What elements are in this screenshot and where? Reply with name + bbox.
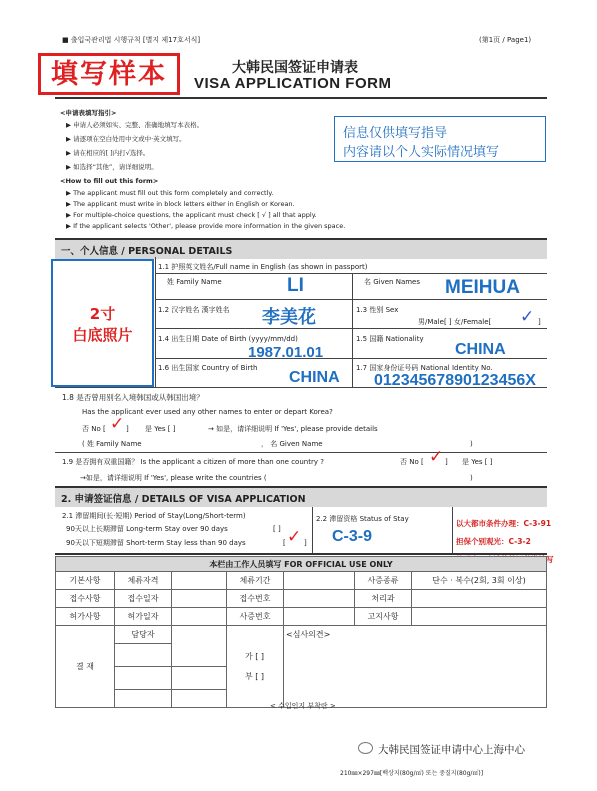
field-1-6-label: 1.6 出生国家 Country of Birth — [158, 364, 258, 372]
q18-details-prompt: → 如是，请详细说明 If 'Yes', please provide details — [208, 425, 378, 433]
field-1-7-label: 1.7 国家身份证号码 National Identity No. — [356, 364, 493, 372]
officer-label: 담당자 — [115, 626, 172, 644]
official-cell — [172, 644, 227, 667]
short-term-check-icon: ✓ — [287, 527, 302, 547]
official-cell — [115, 644, 172, 667]
q18-family-label: ( 姓 Family Name — [82, 440, 142, 448]
note-line: 内容请以个人实际情况填写 — [343, 145, 500, 160]
guide-en-title: <How to fill out this form> — [60, 177, 159, 185]
q18-given-label: ， 名 Given Name — [261, 440, 323, 448]
photo-placeholder — [51, 259, 154, 387]
guide-cn-item: ▶ 请逐项在空白处用中文或中·英文填写。 — [66, 135, 186, 143]
official-cell: 고지사항 — [355, 608, 412, 626]
official-cell: 접수번호 — [227, 590, 284, 608]
birth-date-value: 1987.01.01 — [248, 344, 324, 361]
official-cell: 체류자격 — [115, 572, 172, 590]
short-term-option: 90天以下短期滞留 Short-term Stay less than 90 days — [66, 539, 246, 547]
official-cell — [412, 590, 547, 608]
status-note: 以大都市条件办理：C-3-91 — [456, 519, 552, 528]
long-term-option: 90天以上长期滞留 Long-term Stay over 90 days — [66, 525, 228, 533]
grid-line — [155, 273, 547, 274]
guide-en-item: ▶ For multiple-choice questions, the applicant must check [ √ ] all that apply. — [66, 211, 317, 219]
question-1-9: 1.9 是否拥有双重国籍？ Is the applicant a citizen of more than one country ? — [62, 458, 324, 466]
field-1-2-label: 1.2 汉字姓名 漢字姓名 — [158, 306, 230, 314]
wechat-icon — [358, 742, 373, 754]
decision-label: 결 재 — [56, 626, 115, 708]
q18-close: ) — [470, 440, 473, 448]
q19-close: ) — [470, 474, 473, 482]
q19-no-check-icon: ✓ — [429, 447, 444, 467]
review-cell — [284, 626, 547, 708]
official-cell — [115, 690, 172, 708]
official-cell: 접수일자 — [115, 590, 172, 608]
official-use-header: 本栏由工作人员填写 FOR OFFICIAL USE ONLY — [56, 557, 547, 572]
birth-country-value: CHINA — [289, 369, 340, 386]
guide-en-item: ▶ The applicant must fill out this form completely and correctly. — [66, 189, 274, 197]
official-cell: 접수사항 — [56, 590, 115, 608]
nationality-value: CHINA — [455, 341, 506, 358]
status-note: 担保个别观光：C-3-2 — [456, 537, 531, 546]
review-opinion-label: <심사의견> — [286, 630, 331, 639]
official-cell — [172, 590, 227, 608]
field-1-3-label: 1.3 性别 Sex — [356, 306, 399, 314]
official-cell — [284, 590, 355, 608]
grid-line — [155, 257, 156, 387]
sex-close-bracket: ] — [538, 318, 541, 326]
section2-title: 2. 申请签证信息 / DETAILS OF VISA APPLICATION — [61, 494, 306, 505]
section1-title: 一、个人信息 / PERSONAL DETAILS — [61, 246, 233, 257]
official-cell — [284, 608, 355, 626]
official-cell — [284, 572, 355, 590]
official-cell — [412, 608, 547, 626]
guide-en-item: ▶ If the applicant selects 'Other', please provide more information in the given space. — [66, 222, 346, 230]
question-1-8: 1.8 是否曾用别名入境韩国或从韩国出境？ — [62, 393, 204, 402]
guide-cn-item: ▶ 申请人必须如实、完整、准确地填写本表格。 — [66, 121, 204, 129]
grid-line — [452, 507, 453, 553]
female-check-icon: ✓ — [520, 307, 535, 327]
photo-line: 白底照片 — [72, 326, 133, 344]
section1-header — [55, 238, 547, 259]
q19-details-prompt: →如是，请详细说明 If 'Yes', please write the countries ( — [80, 474, 267, 482]
field-2-2-label: 2.2 滞留资格 Status of Stay — [316, 515, 409, 523]
guide-en-item: ▶ The applicant must write in block letters either in English or Korean. — [66, 200, 295, 208]
given-name-value: MEIHUA — [445, 277, 520, 298]
title-en: VISA APPLICATION FORM — [194, 75, 392, 92]
short-term-close: ] — [304, 539, 307, 547]
family-name-label: 姓 Family Name — [167, 278, 222, 286]
guide-cn-item: ▶ 请在相应的[ ]内打√选择。 — [66, 149, 150, 157]
official-cell: 체류기간 — [227, 572, 284, 590]
title-cn: 大韩民国签证申请表 — [232, 60, 358, 76]
watermark-text: 大韩民国签证申请中心上海中心 — [378, 744, 525, 756]
approval-cell — [227, 626, 284, 708]
watermark — [358, 742, 525, 757]
official-cell — [172, 667, 227, 690]
section2-header — [55, 486, 547, 507]
chinese-name-value: 李美花 — [262, 307, 316, 328]
official-cell: 허가사항 — [56, 608, 115, 626]
official-cell: 사증종류 — [355, 572, 412, 590]
official-cell — [172, 690, 227, 708]
grid-line — [55, 452, 547, 453]
q18-no-close: ] — [126, 425, 129, 433]
field-2-1-label: 2.1 滞留期间(长·短期) Period of Stay(Long/Short-term) — [62, 512, 246, 520]
photo-line: 2寸 — [89, 305, 116, 323]
grid-line — [312, 507, 313, 553]
q19-no-option: 否 No [ — [400, 458, 424, 466]
family-name-value: LI — [287, 275, 304, 296]
page-number: (第1页 / Page1) — [479, 36, 532, 44]
official-cell — [115, 667, 172, 690]
official-cell: 사증번호 — [227, 608, 284, 626]
official-cell: 단수 · 복수(2회, 3회 이상) — [412, 572, 547, 590]
header-divider — [55, 97, 547, 99]
grid-line — [155, 299, 547, 300]
q19-yes-option: 是 Yes [ ] — [462, 458, 493, 466]
field-1-1-label: 1.1 护照英文姓名/Full name in English (as shown in passport) — [158, 263, 368, 271]
note-line: 信息仅供填写指导 — [343, 126, 448, 141]
field-1-4-label: 1.4 出生日期 Date of Birth (yyyy/mm/dd) — [158, 335, 298, 343]
paper-size-note: 210㎜×297㎜[백상지(80g/㎡) 또는 중질지(80g/㎡)] — [340, 770, 484, 777]
grid-line — [352, 273, 353, 387]
question-1-8-en: Has the applicant ever used any other names to enter or depart Korea? — [82, 408, 333, 416]
status-note: 按照自己申请的签证种类填写 — [456, 555, 554, 564]
sample-stamp — [38, 53, 180, 95]
national-id-value: 01234567890123456X — [374, 372, 536, 389]
grid-line — [155, 328, 547, 329]
approve-option: 가 [ ] — [245, 651, 265, 661]
official-cell: 허가일자 — [115, 608, 172, 626]
q19-no-close: ] — [445, 458, 448, 466]
q18-no-check-icon: ✓ — [110, 414, 125, 434]
note-box — [334, 116, 546, 162]
official-cell: 처리과 — [355, 590, 412, 608]
guide-cn-item: ▶ 如选择“其他”，请详细说明。 — [66, 163, 158, 171]
status-of-stay-value: C-3-9 — [332, 528, 373, 545]
q18-no-option: 否 No [ — [82, 425, 106, 433]
reject-option: 부 [ ] — [245, 671, 265, 681]
official-use-table — [55, 556, 547, 708]
long-term-box: [ ] — [273, 525, 281, 533]
guide-cn-title: <申请表填写指引> — [60, 109, 117, 117]
official-cell: 기본사항 — [56, 572, 115, 590]
stamp-attach-note: < 수입인지 부착란 > — [270, 702, 336, 710]
q18-yes-option: 是 Yes [ ] — [145, 425, 176, 433]
official-cell — [172, 626, 227, 644]
field-1-5-label: 1.5 国籍 Nationality — [356, 335, 424, 343]
given-name-label: 名 Given Names — [364, 278, 421, 286]
sample-stamp-text: 填写样本 — [51, 59, 167, 90]
official-cell — [172, 608, 227, 626]
rule-reference: ■ 출입국관리법 시행규칙 [별지 제17호서식] — [62, 36, 201, 44]
short-term-box: [ — [283, 539, 286, 547]
sex-options: 男/Male[ ] 女/Female[ — [418, 318, 492, 326]
official-cell — [172, 572, 227, 590]
